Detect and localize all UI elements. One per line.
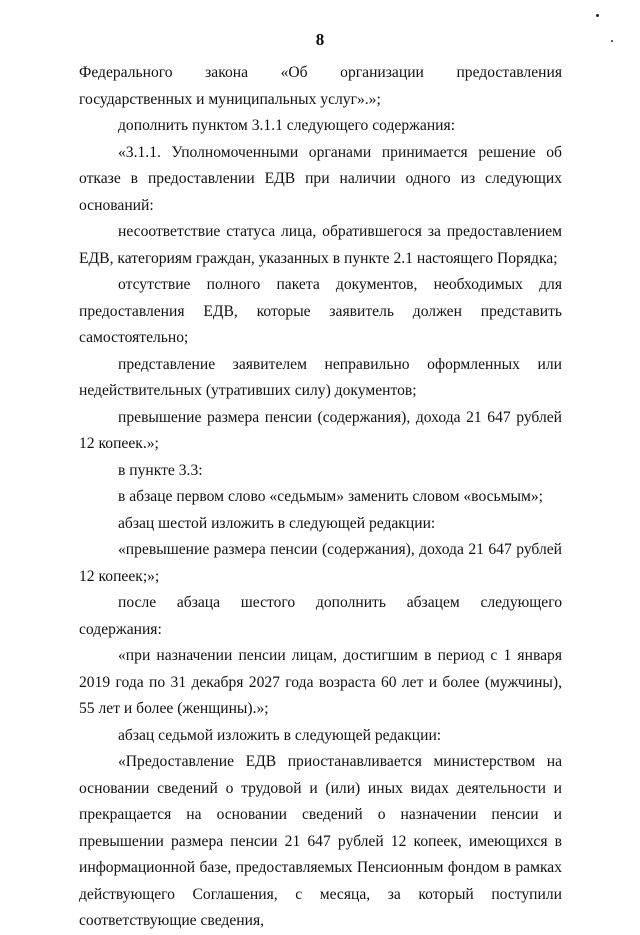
paragraph-9: в абзаце первом слово «седьмым» заменить словом «восьмым»; [118,488,543,505]
paragraph-7: превышение размера пенсии (содержания), дохода 21 647 рублей 12 копеек.»; [79,408,562,452]
paragraph-2: дополнить пунктом 3.1.1 следующего содержания: [118,117,456,134]
paragraph-13: «при назначении пенсии лицам, достигшим в период с 1 января 2019 года по 31 декабря 2027 года возраста 60 лет и более (мужчины), 55 лет и более (женщины).»; [79,647,562,717]
paragraph-8: в пункте 3.3: [118,461,203,479]
scan-speck [611,40,613,42]
paragraph-4: несоответствие статуса лица, обратившегося за предоставлением ЕДВ, категориям граждан, указанных в пункте 2.1 настоящего Порядка; [79,223,562,267]
page-number: 8 [315,30,325,49]
paragraph-1: Федерального закона «Об организации предоставления государственных и муниципальных услуг».»; [79,64,562,108]
paragraph-3: «3.1.1. Уполномоченными органами принимается решение об отказе в предоставлении ЕДВ при наличии одного из следующих оснований: [79,143,562,214]
paragraph-5: отсутствие полного пакета документов, необходимых для предоставления ЕДВ, которые заявитель должен представить самостоятельно; [79,276,562,346]
document-body [79,60,562,935]
paragraph-14: абзац седьмой изложить в следующей редакции: [118,726,442,744]
paragraph-11: «превышение размера пенсии (содержания), дохода 21 647 рублей 12 копеек;»; [79,541,562,585]
paragraph-10: абзац шестой изложить в следующей редакции: [118,514,436,532]
paragraph-15: «Предоставление ЕДВ приостанавливается министерством на основании сведений о трудовой и (или) иных видах деятельности и прекращается на основании сведений о назначении пенсии и превышении размера пенсии 21 647 рублей 12 копеек, имеющихся в информационной базе, предоставляемых Пенсионным фондом в рамках действующего Соглашения, с месяца, за который поступили соответствующие сведения, [79,753,562,929]
paragraph-12: после абзаца шестого дополнить абзацем следующего содержания: [79,594,562,638]
scan-speck [596,14,599,17]
paragraph-6: представление заявителем неправильно оформленных или недействительных (утративших силу) документов; [79,355,562,399]
